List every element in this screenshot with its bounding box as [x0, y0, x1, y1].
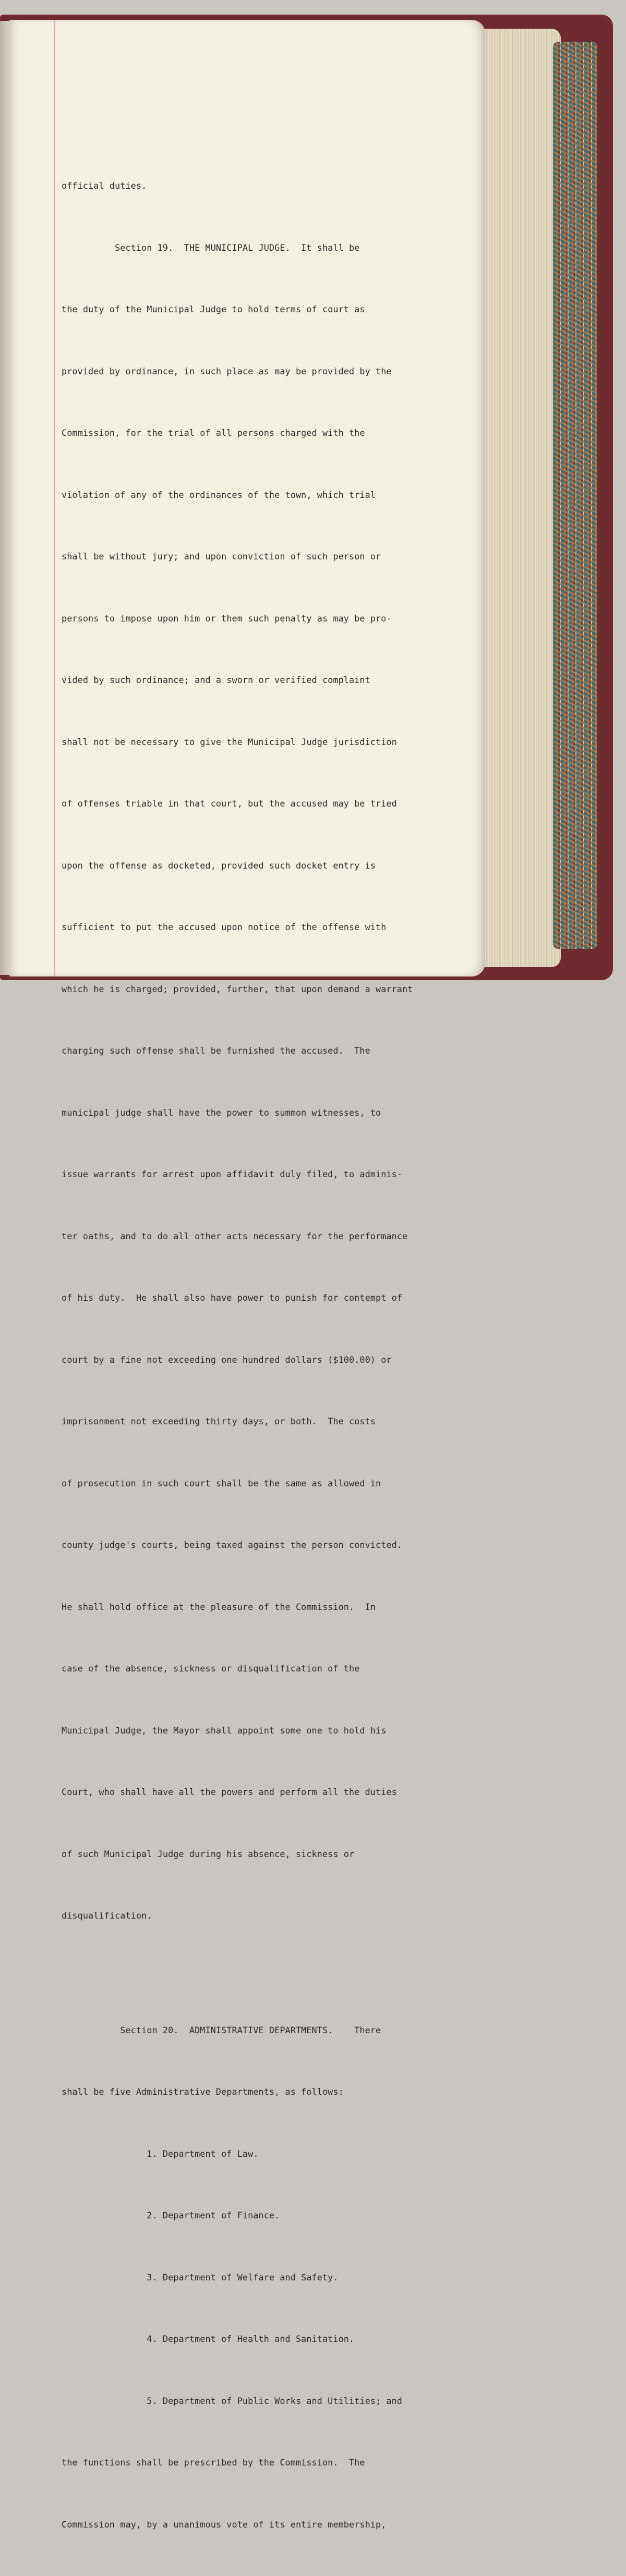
text-line: county judge's courts, being taxed against the person convicted. — [62, 1540, 403, 1550]
margin-rule — [54, 20, 55, 976]
page-text — [62, 135, 474, 2576]
text-line: charging such offense shall be furnished the accused. The — [62, 1045, 370, 1056]
text-line: vided by such ordinance; and a sworn or verified complaint — [62, 675, 370, 685]
list-item: 4. Department of Health and Sanitation. — [62, 2334, 355, 2344]
text-line: Commission may, by a unanimous vote of its entire membership, — [62, 2519, 387, 2530]
text-line: shall be without jury; and upon conviction of such person or — [62, 551, 381, 561]
text-line: of offenses triable in that court, but the accused may be tried — [62, 798, 397, 809]
list-item: 1. Department of Law. — [62, 2148, 259, 2159]
text-line: ter oaths, and to do all other acts necessary for the performance — [62, 1230, 408, 1241]
text-line: Municipal Judge, the Mayor shall appoint some one to hold his — [62, 1725, 387, 1736]
text-line: the duty of the Municipal Judge to hold terms of court as — [62, 304, 365, 314]
text-line: the functions shall be prescribed by the Commission. The — [62, 2457, 365, 2468]
text-line: of prosecution in such court shall be the same as allowed in — [62, 1478, 381, 1488]
text-line: shall be five Administrative Departments, as follows: — [62, 2086, 344, 2097]
text-line: of such Municipal Judge during his absence, sickness or — [62, 1848, 355, 1859]
list-item: 5. Department of Public Works and Utilities; and — [62, 2395, 403, 2406]
text-line: case of the absence, sickness or disqualification of the — [62, 1663, 360, 1674]
text-line: Commission, for the trial of all persons charged with the — [62, 428, 365, 438]
document-page — [9, 20, 485, 2530]
text-line: sufficient to put the accused upon notice of the offense with — [62, 922, 387, 932]
text-line: violation of any of the ordinances of the town, which trial — [62, 489, 376, 500]
section-20-heading: Section 20. ADMINISTRATIVE DEPARTMENTS. There — [62, 2024, 381, 2035]
text-line: which he is charged; provided, further, that upon demand a warrant — [62, 983, 413, 994]
text-line: issue warrants for arrest upon affidavit duly filed, to adminis- — [62, 1169, 403, 1179]
text-line: He shall hold office at the pleasure of the Commission. In — [62, 1601, 376, 1612]
text-line: provided by ordinance, in such place as may be provided by the — [62, 365, 392, 376]
text-line: upon the offense as docketed, provided such docket entry is — [62, 860, 376, 871]
list-item: 3. Department of Welfare and Safety. — [62, 2272, 339, 2282]
text-line: municipal judge shall have the power to summon witnesses, to — [62, 1107, 381, 1118]
text-line: disqualification. — [62, 1910, 152, 1921]
text-line: of his duty. He shall also have power to punish for contempt of — [62, 1292, 403, 1303]
text-line: persons to impose upon him or them such penalty as may be pro- — [62, 613, 392, 624]
text-line: Court, who shall have all the powers and perform all the duties — [62, 1787, 397, 1797]
marbled-edge — [553, 42, 597, 949]
page-edges — [477, 29, 561, 967]
text-line: shall not be necessary to give the Municipal Judge jurisdiction — [62, 736, 397, 747]
text-line: official duties. — [62, 180, 147, 191]
text-line: court by a fine not exceeding one hundred dollars ($100.00) or — [62, 1354, 392, 1365]
section-19-heading: Section 19. THE MUNICIPAL JUDGE. It shall be — [62, 242, 360, 253]
list-item: 2. Department of Finance. — [62, 2210, 280, 2220]
text-line: imprisonment not exceeding thirty days, or both. The costs — [62, 1416, 376, 1426]
paragraph-gap — [62, 1968, 474, 1979]
